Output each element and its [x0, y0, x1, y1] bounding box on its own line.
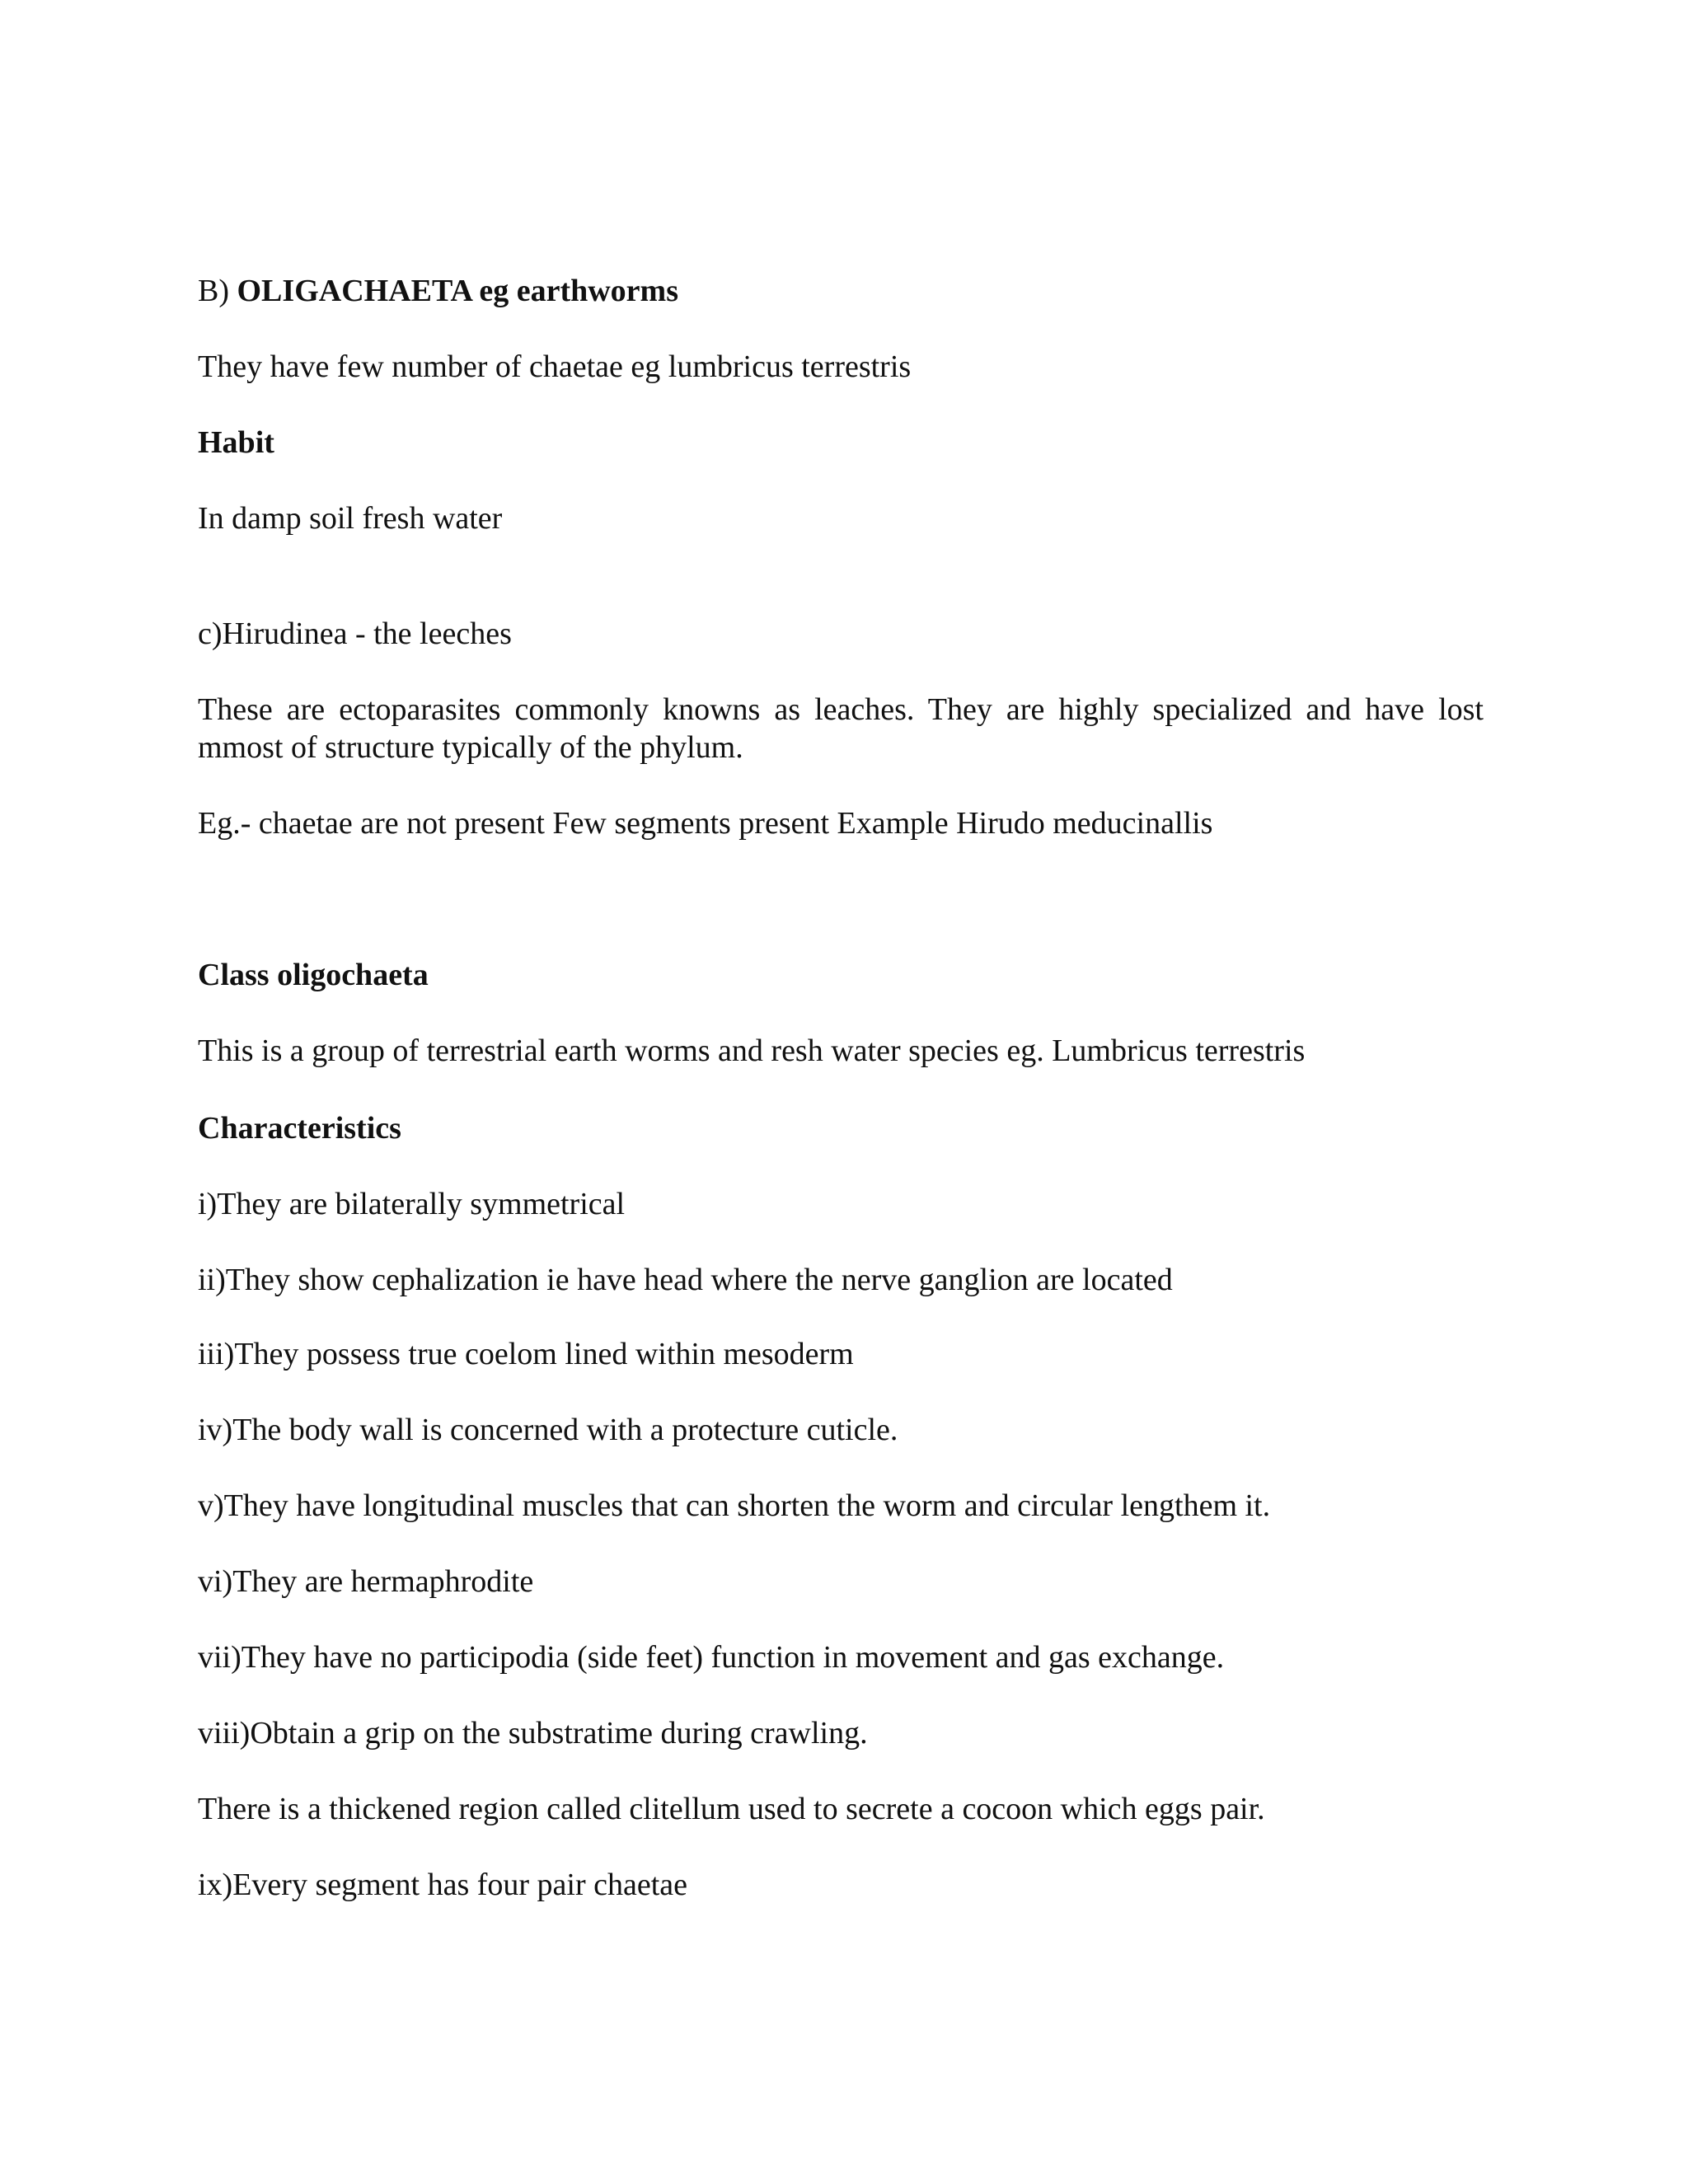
habit-text: In damp soil fresh water	[198, 501, 503, 536]
section-b-description: They have few number of chaetae eg lumbricus terrestris	[198, 349, 912, 384]
characteristic-item: viii)Obtain a grip on the substratime during crawling.	[198, 1716, 868, 1750]
characteristic-item: iii)They possess true coelom lined within mesoderm	[198, 1337, 854, 1371]
section-b-title: OLIGACHAETA eg earthworms	[237, 274, 678, 308]
section-b-heading	[198, 272, 1484, 310]
class-oligochaeta-description: This is a group of terrestrial earth worms and resh water species eg. Lumbricus terrestris	[198, 1033, 1306, 1068]
characteristic-item: i)They are bilaterally symmetrical	[198, 1187, 626, 1221]
section-b-prefix: B)	[198, 274, 229, 308]
section-c-example: Eg.- chaetae are not present Few segments present Example Hirudo meducinallis	[198, 806, 1213, 841]
characteristic-item: ii)They show cephalization ie have head where the nerve ganglion are located	[198, 1263, 1173, 1297]
habit-heading: Habit	[198, 425, 274, 460]
section-c-heading: c)Hirudinea - the leeches	[198, 616, 512, 651]
characteristic-item: v)They have longitudinal muscles that can shorten the worm and circular lengthem it.	[198, 1488, 1271, 1523]
class-oligochaeta-heading: Class oligochaeta	[198, 958, 429, 992]
section-c-paragraph: These are ectoparasites commonly knowns as leaches. They are highly specialized and have lost mmost of structure typically of the phylum.	[198, 692, 1484, 765]
characteristics-heading: Characteristics	[198, 1111, 401, 1146]
characteristic-item: vi)They are hermaphrodite	[198, 1564, 534, 1599]
characteristic-item: There is a thickened region called clitellum used to secrete a cocoon which eggs pair.	[198, 1792, 1265, 1826]
characteristic-item: ix)Every segment has four pair chaetae	[198, 1868, 688, 1902]
characteristic-item: vii)They have no participodia (side feet) function in movement and gas exchange.	[198, 1640, 1225, 1675]
characteristic-item: iv)The body wall is concerned with a protecture cuticle.	[198, 1413, 898, 1447]
